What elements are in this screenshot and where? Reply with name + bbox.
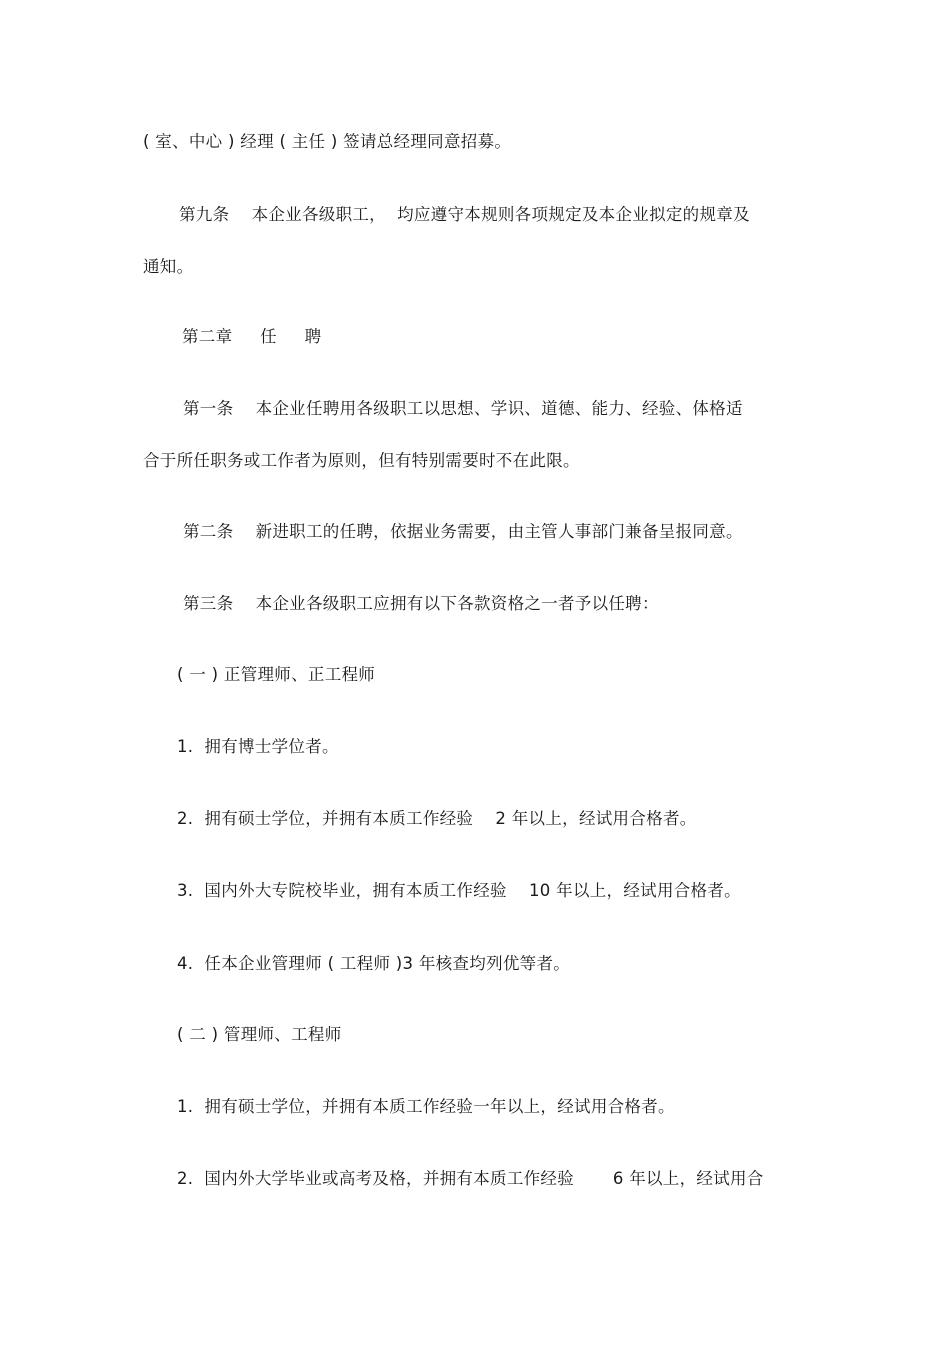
article-3-line: 第三条 本企业各级职工应拥有以下各款资格之一者予以任聘： (183, 594, 659, 613)
article-9-line-2: 通知。 (143, 257, 194, 276)
article-1-line-1: 第一条 本企业任聘用各级职工以思想、学识、道德、能力、经验、体格适 (183, 399, 743, 418)
section-2-item-1: 1. 拥有硕士学位，并拥有本质工作经验一年以上，经试用合格者。 (177, 1097, 675, 1116)
section-2-item-2: 2. 国内外大学毕业或高考及格，并拥有本质工作经验 6 年以上，经试用合 (177, 1169, 764, 1188)
section-1-heading: ( 一 ) 正管理师、正工程师 (177, 665, 376, 684)
section-1-item-1: 1. 拥有博士学位者。 (177, 737, 339, 756)
chapter-2-heading: 第二章 任 聘 (182, 327, 322, 346)
section-1-item-4: 4. 任本企业管理师 ( 工程师 )3 年核查均列优等者。 (177, 954, 571, 973)
article-2-line: 第二条 新进职工的任聘，依据业务需要，由主管人事部门兼备呈报同意。 (183, 522, 743, 541)
section-1-item-3: 3. 国内外大专院校毕业，拥有本质工作经验 10 年以上，经试用合格者。 (177, 881, 741, 900)
text-line-1: ( 室、中心 ) 经理 ( 主任 ) 签请总经理同意招募。 (143, 132, 512, 151)
article-1-line-2: 合于所任职务或工作者为原则，但有特别需要时不在此限。 (143, 451, 580, 470)
article-9-line-1: 第九条 本企业各级职工， 均应遵守本规则各项规定及本企业拟定的规章及 (179, 205, 750, 224)
section-1-item-2: 2. 拥有硕士学位，并拥有本质工作经验 2 年以上，经试用合格者。 (177, 809, 697, 828)
section-2-heading: ( 二 ) 管理师、工程师 (177, 1025, 342, 1044)
